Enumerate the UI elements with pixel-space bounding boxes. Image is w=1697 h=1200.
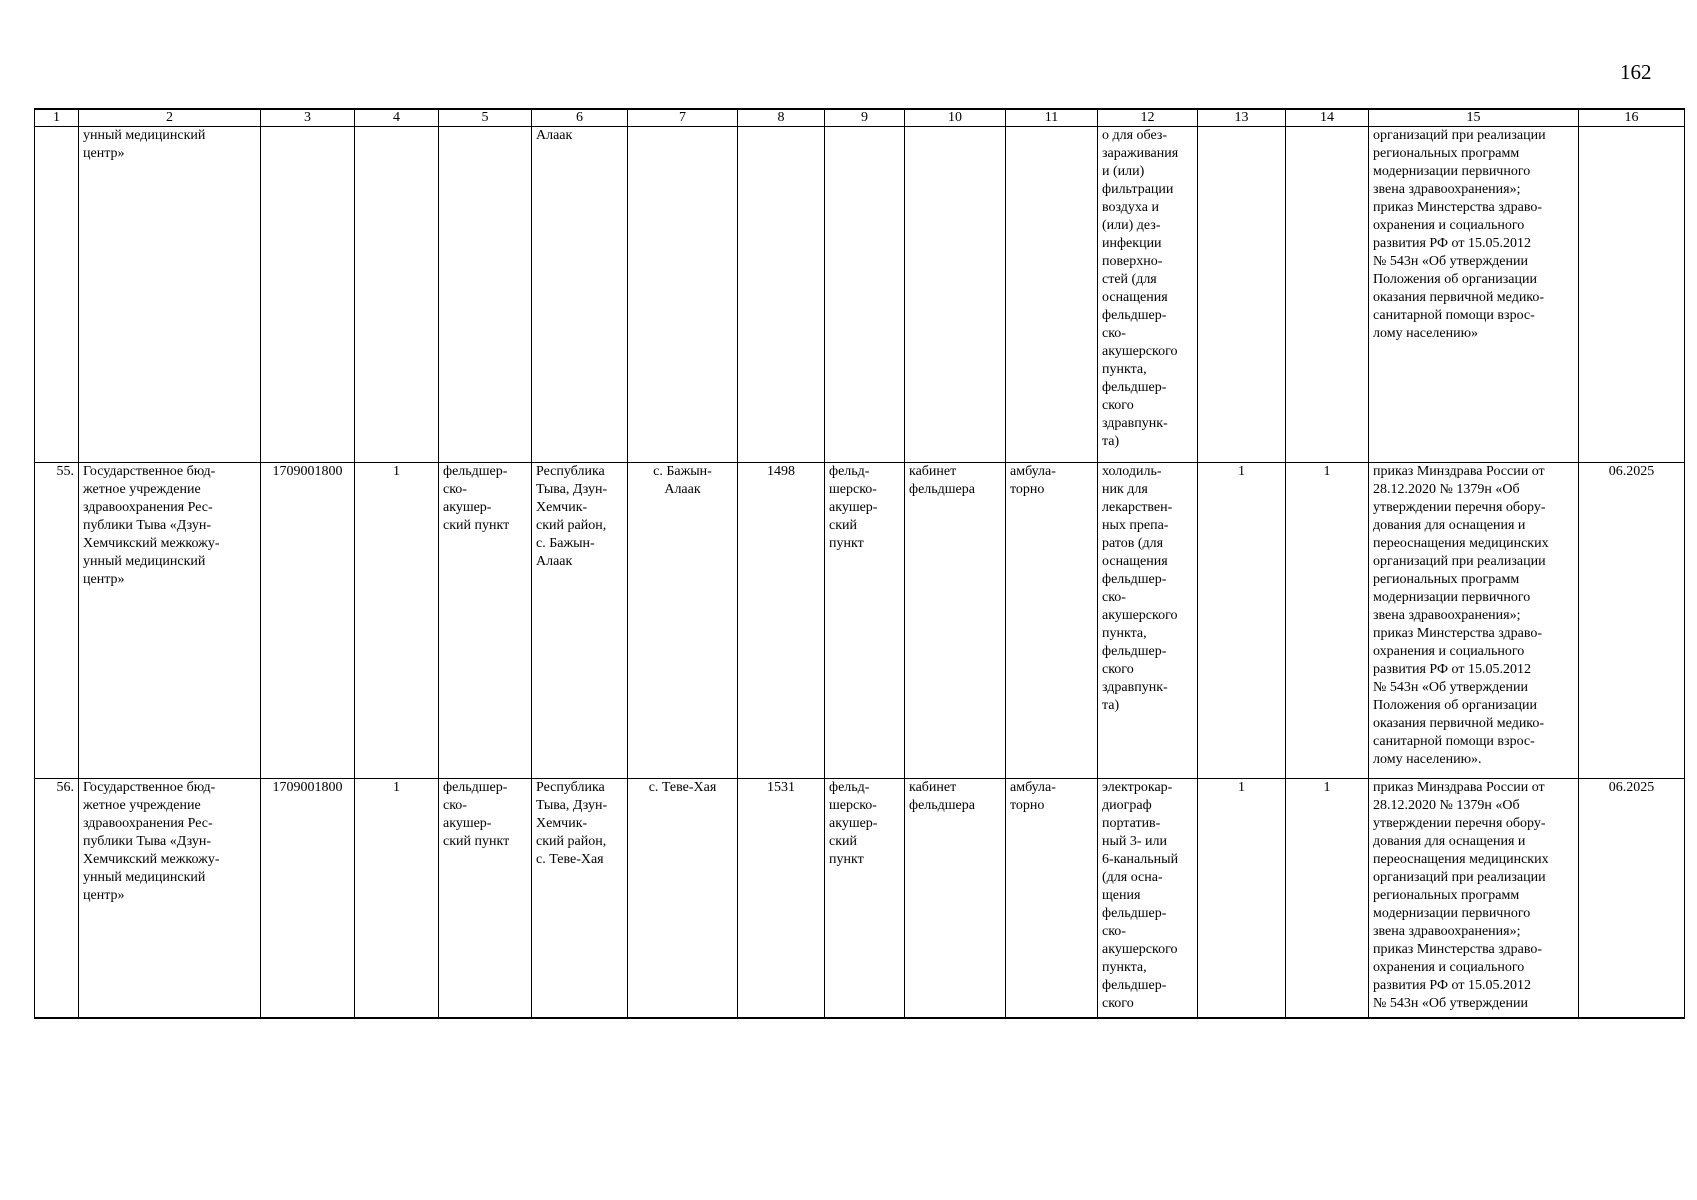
care-mode: амбула- торно <box>1006 463 1098 779</box>
address: Республика Тыва, Дзун- Хемчик- ский район, с. Теве-Хая <box>532 779 628 1019</box>
equipment: холодиль- ник для лекарствен- ных препа- ратов (для оснащения фельдшер- ско- акушерского пункта, фельдшер- ского здравпунк- та) <box>1098 463 1198 779</box>
institution-name: унный медицинский центр» <box>79 127 261 463</box>
equipment: электрокар- диограф портатив- ный 3- или 6-канальный (для осна- щения фельдшер- ско- акушерского пункта, фельдшер- ского <box>1098 779 1198 1019</box>
room: кабинет фельдшера <box>905 779 1006 1019</box>
quantity-a: 1 <box>1198 463 1286 779</box>
header-col-6: 6 <box>532 109 628 127</box>
room <box>905 127 1006 463</box>
settlement <box>628 127 738 463</box>
table-row <box>35 463 1685 779</box>
page-number: 162 <box>1620 60 1652 84</box>
settlement: с. Теве-Хая <box>628 779 738 1019</box>
header-col-2: 2 <box>79 109 261 127</box>
header-col-11: 11 <box>1006 109 1098 127</box>
unit-type <box>825 127 905 463</box>
header-col-10: 10 <box>905 109 1006 127</box>
facility-type <box>439 127 532 463</box>
header-col-1: 1 <box>35 109 79 127</box>
count: 1 <box>355 779 439 1019</box>
unit-type: фельд- шерско- акушер- ский пункт <box>825 463 905 779</box>
table-row <box>35 779 1685 1019</box>
legal-basis: организаций при реализации региональных программ модернизации первичного звена здравоохранения»; приказ Минстерства здраво- охранения и социального развития РФ от 15.05.2012 № 543н «Об утверждении Положения об организации оказания первичной медико- санитарной помощи взрос- лому населению» <box>1369 127 1579 463</box>
quantity-a: 1 <box>1198 779 1286 1019</box>
legal-basis: приказ Минздрава России от 28.12.2020 № 1379н «Об утверждении перечня обору- дования для оснащения и переоснащения медицинских организаций при реализации региональных программ модернизации первичного звена здравоохранения»; приказ Минстерства здраво- охранения и социального развития РФ от 15.05.2012 № 543н «Об утверждении Положения об организации оказания первичной медико- санитарной помощи взрос- лому населению». <box>1369 463 1579 779</box>
unit-type: фельд- шерско- акушер- ский пункт <box>825 779 905 1019</box>
quantity-a <box>1198 127 1286 463</box>
header-col-16: 16 <box>1579 109 1685 127</box>
header-col-8: 8 <box>738 109 825 127</box>
header-col-3: 3 <box>261 109 355 127</box>
row-number: 56. <box>35 779 79 1019</box>
inn-code <box>261 127 355 463</box>
header-col-14: 14 <box>1286 109 1369 127</box>
count <box>355 127 439 463</box>
population <box>738 127 825 463</box>
table-row <box>35 127 1685 463</box>
deadline <box>1579 127 1685 463</box>
header-col-5: 5 <box>439 109 532 127</box>
address: Алаак <box>532 127 628 463</box>
legal-basis: приказ Минздрава России от 28.12.2020 № 1379н «Об утверждении перечня обору- дования для оснащения и переоснащения медицинских организаций при реализации региональных программ модернизации первичного звена здравоохранения»; приказ Минстерства здраво- охранения и социального развития РФ от 15.05.2012 № 543н «Об утверждении <box>1369 779 1579 1019</box>
care-mode: амбула- торно <box>1006 779 1098 1019</box>
deadline: 06.2025 <box>1579 463 1685 779</box>
address: Республика Тыва, Дзун- Хемчик- ский район, с. Бажын- Алаак <box>532 463 628 779</box>
quantity-b <box>1286 127 1369 463</box>
header-col-9: 9 <box>825 109 905 127</box>
facility-type: фельдшер- ско- акушер- ский пункт <box>439 463 532 779</box>
population: 1531 <box>738 779 825 1019</box>
quantity-b: 1 <box>1286 779 1369 1019</box>
header-col-13: 13 <box>1198 109 1286 127</box>
equipment-table <box>34 108 1685 1019</box>
deadline: 06.2025 <box>1579 779 1685 1019</box>
inn-code: 1709001800 <box>261 779 355 1019</box>
row-number: 55. <box>35 463 79 779</box>
equipment: о для обез- зараживания и (или) фильтрации воздуха и (или) дез- инфекции поверхно- стей (для оснащения фельдшер- ско- акушерского пункта, фельдшер- ского здравпунк- та) <box>1098 127 1198 463</box>
header-col-7: 7 <box>628 109 738 127</box>
institution-name: Государственное бюд- жетное учреждение здравоохранения Рес- публики Тыва «Дзун- Хемчикский межкожу- унный медицинский центр» <box>79 463 261 779</box>
population: 1498 <box>738 463 825 779</box>
header-col-12: 12 <box>1098 109 1198 127</box>
inn-code: 1709001800 <box>261 463 355 779</box>
institution-name: Государственное бюд- жетное учреждение здравоохранения Рес- публики Тыва «Дзун- Хемчикский межкожу- унный медицинский центр» <box>79 779 261 1019</box>
header-col-15: 15 <box>1369 109 1579 127</box>
care-mode <box>1006 127 1098 463</box>
count: 1 <box>355 463 439 779</box>
room: кабинет фельдшера <box>905 463 1006 779</box>
header-row <box>35 109 1685 127</box>
facility-type: фельдшер- ско- акушер- ский пункт <box>439 779 532 1019</box>
row-number <box>35 127 79 463</box>
quantity-b: 1 <box>1286 463 1369 779</box>
header-col-4: 4 <box>355 109 439 127</box>
settlement: с. Бажын- Алаак <box>628 463 738 779</box>
